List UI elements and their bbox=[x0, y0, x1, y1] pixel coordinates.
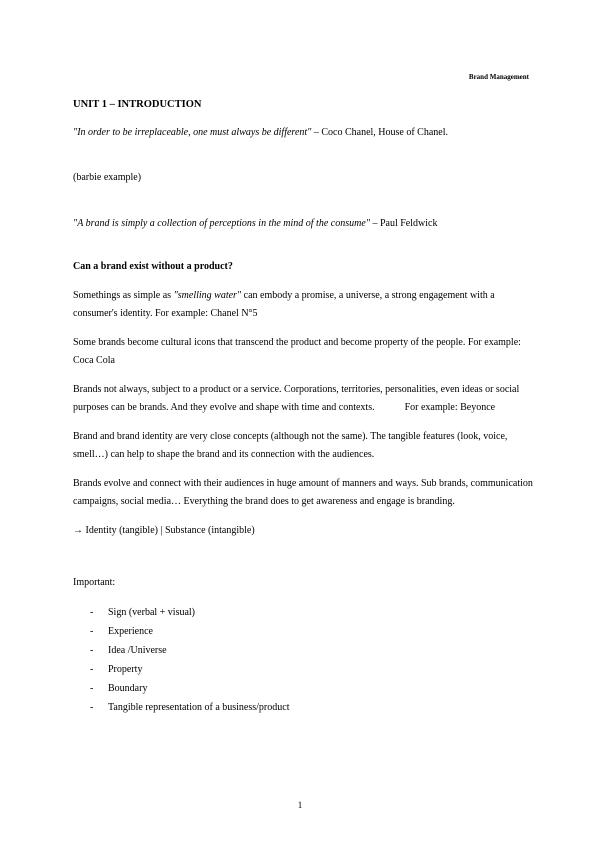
quote-chanel-text: "In order to be irreplaceable, one must always be different" bbox=[73, 126, 312, 138]
important-list bbox=[73, 603, 533, 717]
quote-feldwick-attribution: – Paul Feldwick bbox=[369, 217, 438, 229]
list-item: - Experience bbox=[73, 622, 533, 641]
section-question: Can a brand exist without a product? bbox=[73, 261, 233, 272]
page-number: 1 bbox=[297, 800, 303, 810]
list-item: - Boundary bbox=[73, 679, 533, 698]
paragraph-smelling-water bbox=[73, 287, 533, 324]
paragraph-smelling-water-end: can embody a promise, a universe, a strong engagement with a consumer's identity. For example: Chanel N°5 bbox=[73, 289, 495, 319]
paragraph-smelling-water-start: Somethings as simple as bbox=[73, 289, 174, 301]
paragraph-brands-not-always: Brands not always, subject to a product or a service. Corporations, territories, personalities, even ideas or social purposes can be brands. And they evolve and shape with time and contexts. For example: Beyonce bbox=[73, 383, 522, 413]
list-item: - Sign (verbal + visual) bbox=[73, 603, 533, 622]
list-item: - Idea /Universe bbox=[73, 641, 533, 660]
list-item: - Tangible representation of a business/product bbox=[73, 698, 533, 717]
running-header: Brand Management bbox=[468, 73, 529, 81]
quote-chanel bbox=[73, 124, 533, 143]
barbie-note: (barbie example) bbox=[73, 172, 142, 183]
quote-feldwick bbox=[73, 215, 533, 234]
paragraph-cultural-icons: Some brands become cultural icons that transcend the product and become property of the people. For example: Coca Cola bbox=[73, 336, 521, 366]
smelling-water-emphasis: "smelling water" bbox=[173, 289, 242, 301]
document-body bbox=[73, 96, 533, 717]
paragraph-brand-identity: Brand and brand identity are very close concepts (although not the same). The tangible features (look, voice, smell…) can help to shape the brand and its connection with the audiences. bbox=[73, 430, 508, 460]
quote-chanel-attribution: – Coco Chanel, House of Chanel. bbox=[311, 126, 448, 138]
unit-title: UNIT 1 – INTRODUCTION bbox=[73, 99, 202, 110]
important-label: Important: bbox=[73, 577, 116, 588]
list-item: - Property bbox=[73, 660, 533, 679]
paragraph-brands-evolve: Brands evolve and connect with their audiences in huge amount of manners and ways. Sub brands, communication campaigns, social media… Everything the brand does to get awareness and engage is branding. bbox=[73, 477, 533, 507]
identity-substance-line: → Identity (tangible) | Substance (intangible) bbox=[73, 524, 255, 536]
quote-feldwick-text: "A brand is simply a collection of perceptions in the mind of the consume" bbox=[73, 217, 370, 229]
